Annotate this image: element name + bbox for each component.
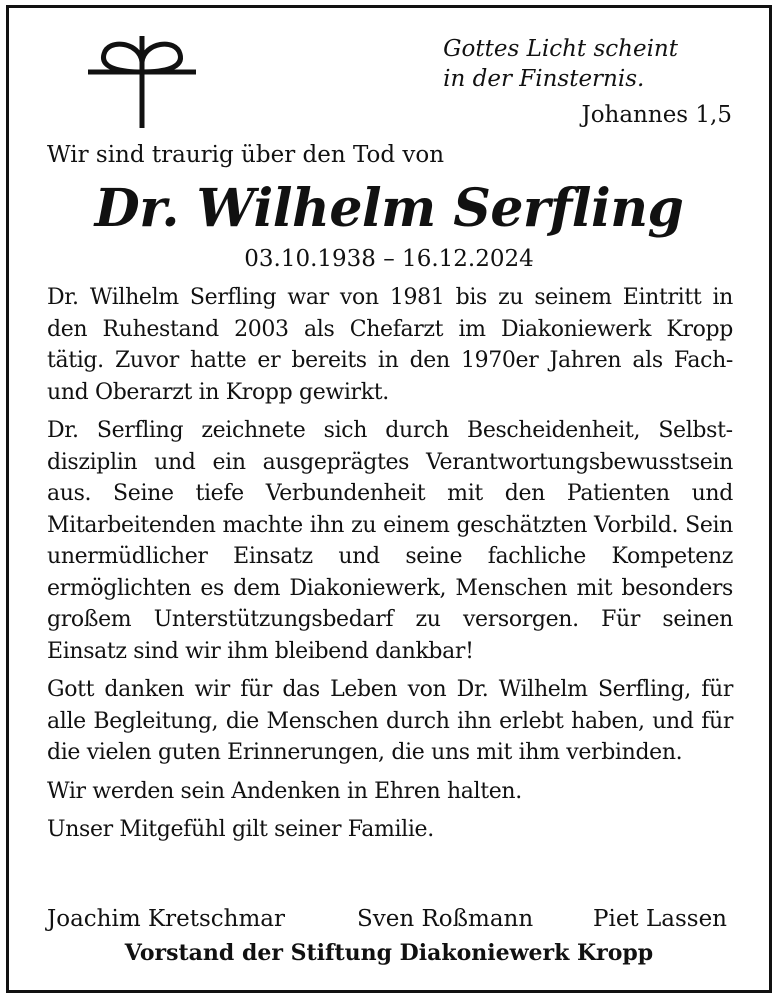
intro-line: Wir sind traurig über den Tod von xyxy=(47,142,445,168)
paragraph-character: Dr. Serfling zeichnete sich durch Bescheidenheit, Selbstdisziplin und ein ausgeprägtes Verantwortungsbewusstsein aus. Seine tiefe Verbundenheit mit den Patienten und Mitarbeitenden machte ihn zu einem geschätzten Vorbild. Sein unermüdlicher Einsatz und seine fachliche Kompetenz ermöglichten es dem Diakoniewerk, Menschen mit besonders großem Unterstützungsbedarf zu versorgen. Für seinen Einsatz sind wir ihm bleibend dankbar! xyxy=(47,418,733,664)
diakonie-cross-icon xyxy=(86,32,198,132)
verse-reference: Johannes 1,5 xyxy=(581,102,732,128)
signatory-3: Piet Lassen xyxy=(592,906,727,932)
life-dates: 03.10.1938 – 16.12.2024 xyxy=(244,246,534,272)
paragraph-condolence: Unser Mitgefühl gilt seiner Familie. xyxy=(47,817,434,842)
board-signature: Vorstand der Stiftung Diakoniewerk Kropp xyxy=(124,940,654,966)
obituary-body xyxy=(47,282,733,853)
signatory-2: Sven Roßmann xyxy=(357,906,534,932)
paragraph-thanks: Gott danken wir für das Leben von Dr. Wilhelm Serfling, für alle Begleitung, die Menschen durch ihn erlebt haben, und für die vielen guten Erinnerungen, die uns mit ihm verbinden. xyxy=(47,677,733,765)
bible-verse xyxy=(443,34,678,94)
verse-line-1: Gottes Licht scheint xyxy=(443,36,678,62)
deceased-name: Dr. Wilhelm Serfling xyxy=(94,178,684,239)
verse-line-2: in der Finsternis. xyxy=(443,66,645,92)
signatory-1: Joachim Kretschmar xyxy=(47,906,285,932)
paragraph-remembrance: Wir werden sein Andenken in Ehren halten. xyxy=(47,778,522,804)
paragraph-career: Dr. Wilhelm Serfling war von 1981 bis zu seinem Eintritt in den Ruhestand 2003 als Chefarzt im Diakoniewerk Kropp tätig. Zuvor hatte er bereits in den 1970er Jahren als Fach- und Oberarzt in Kropp gewirkt. xyxy=(47,285,733,405)
